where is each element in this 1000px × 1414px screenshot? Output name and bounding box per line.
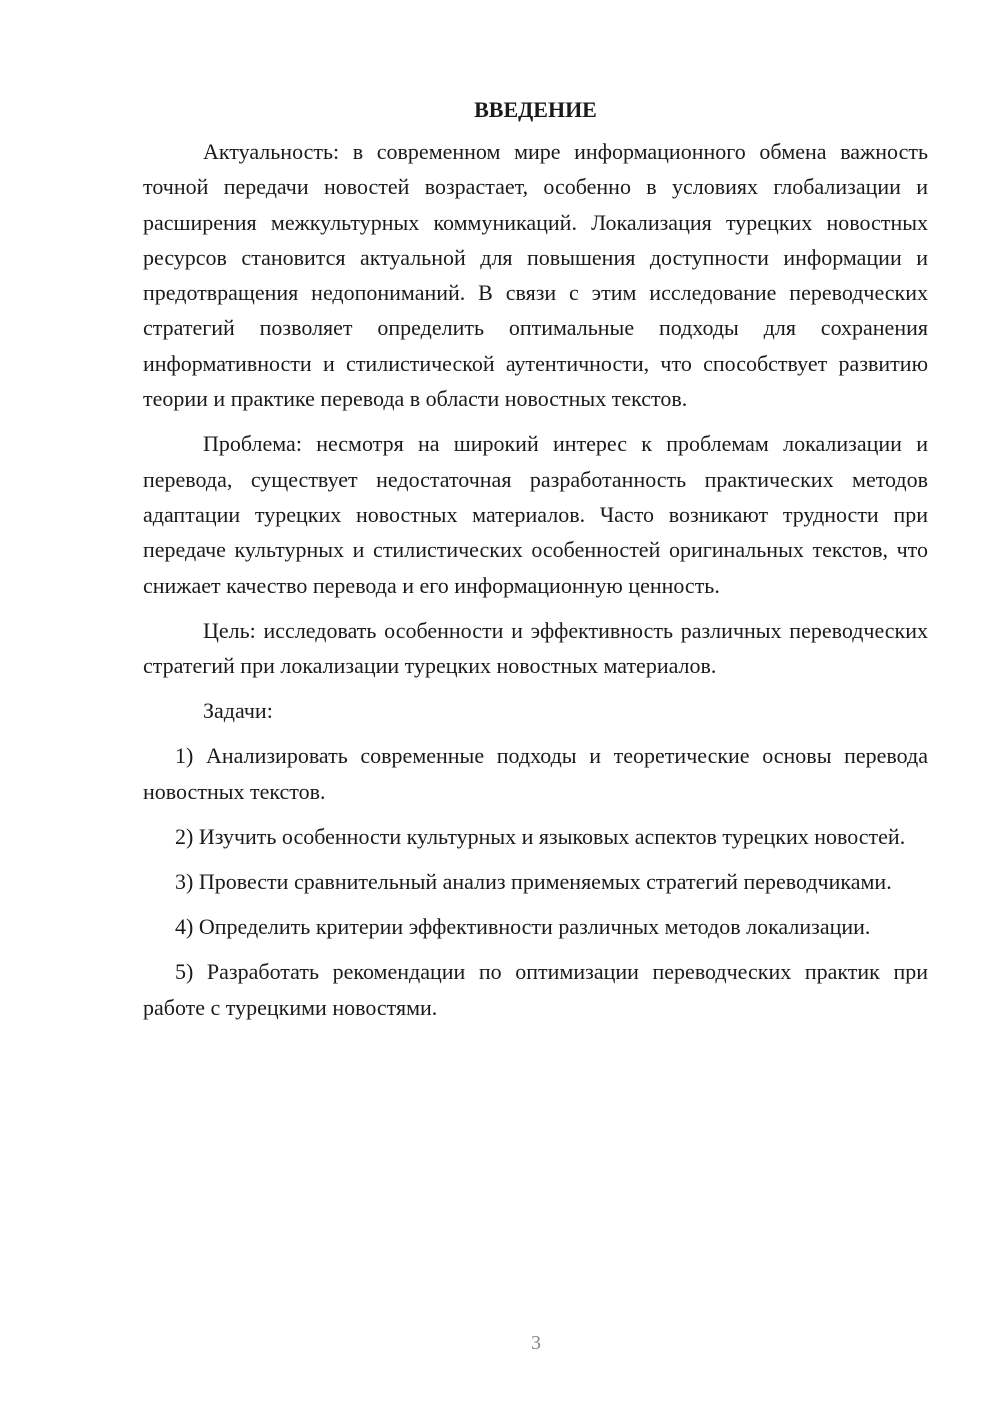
tasks-label: Задачи: bbox=[203, 698, 273, 724]
paragraph-relevance: Актуальность: в современном мире информационного обмена важность точной передачи новостей возрастает, особенно в условиях глобализации и расширения межкультурных коммуникаций. Локализация турецких новостных ресурсов становится актуальной для повышения доступности информации и предотвращения недопониманий. В связи с этим исследование переводческих стратегий позволяет определить оптимальные подходы для сохранения информативности и стилистической аутентичности, что способствует развитию теории и практике перевода в области новостных текстов. bbox=[143, 139, 928, 412]
list-item: 5) Разработать рекомендации по оптимизации переводческих практик при работе с турецкими новостями. bbox=[143, 959, 928, 1021]
list-item: 4) Определить критерии эффективности различных методов локализации. bbox=[175, 914, 871, 940]
list-item: 1) Анализировать современные подходы и теоретические основы перевода новостных текстов. bbox=[143, 743, 928, 805]
page-number: 3 bbox=[531, 1332, 541, 1354]
task-list bbox=[143, 738, 928, 1026]
page-title: ВВЕДЕНИЕ bbox=[474, 97, 597, 122]
paragraph-problem: Проблема: несмотря на широкий интерес к проблемам локализации и перевода, существует недостаточная разработанность практических методов адаптации турецких новостных материалов. Часто возникают трудности при передаче культурных и стилистических особенностей оригинальных текстов, что снижает качество перевода и его информационную ценность. bbox=[143, 431, 928, 598]
paragraph-goal: Цель: исследовать особенности и эффективность различных переводческих стратегий при локализации турецких новостных материалов. bbox=[143, 617, 928, 679]
document-page bbox=[143, 92, 928, 1035]
list-item: 3) Провести сравнительный анализ применяемых стратегий переводчиками. bbox=[175, 869, 892, 895]
list-item: 2) Изучить особенности культурных и языковых аспектов турецких новостей. bbox=[175, 824, 906, 850]
